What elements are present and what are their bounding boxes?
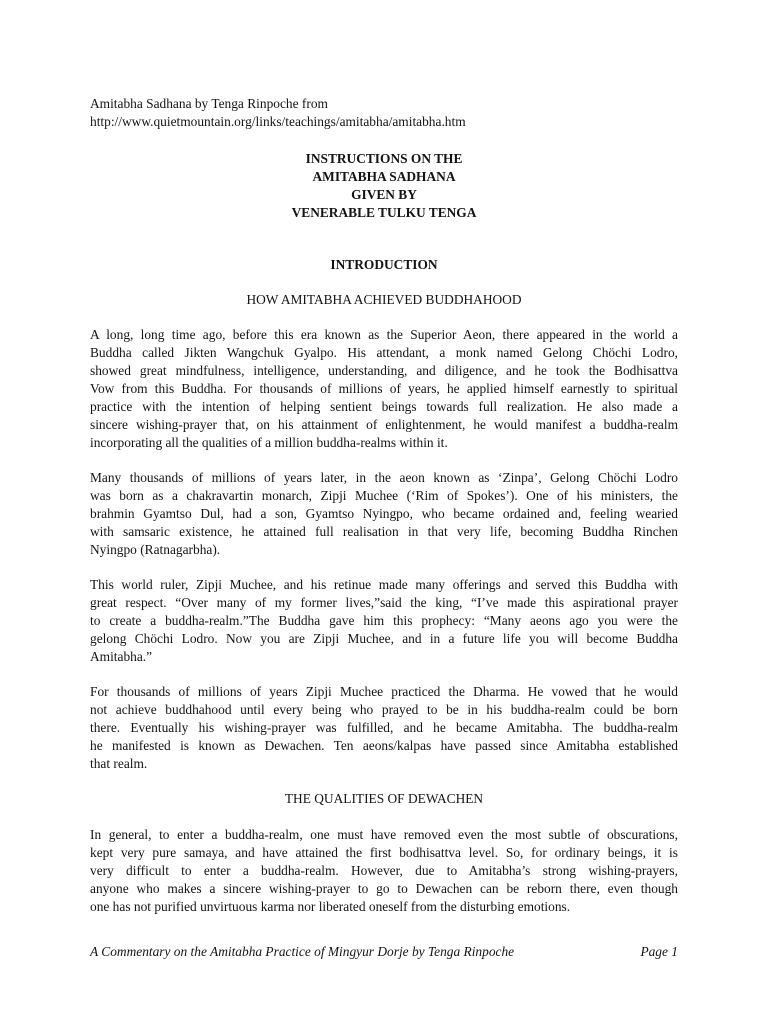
title-line-2: AMITABHA SADHANA [312, 169, 456, 184]
paragraph-line: not achieve buddhahood until every being who prayed to be in his buddha-realm could be born [90, 702, 678, 717]
paragraph-line: Buddha called Jikten Wangchuk Gyalpo. His attendant, a monk named Gelong Chöchi Lodro, [90, 345, 678, 360]
paragraph-4 [90, 683, 678, 773]
paragraph-line: incorporating all the qualities of a million buddha-realms within it. [90, 435, 448, 450]
paragraph-line: This world ruler, Zipji Muchee, and his retinue made many offerings and served this Buddha with [90, 577, 678, 592]
paragraph-line: showed great mindfulness, intelligence, understanding, and diligence, and he took the Bodhisattva [90, 363, 678, 378]
source-citation [90, 95, 466, 131]
paragraph-1 [90, 326, 678, 452]
introduction-heading: INTRODUCTION [330, 257, 438, 272]
footer-title: A Commentary on the Amitabha Practice of Mingyur Dorje by Tenga Rinpoche [90, 944, 515, 959]
paragraph-line: was born as a chakravartin monarch, Zipji Muchee (‘Rim of Spokes’). One of his ministers, the [90, 488, 678, 503]
paragraph-line: Nyingpo (Ratnagarbha). [90, 542, 221, 557]
document-title [0, 150, 768, 222]
paragraph-3 [90, 576, 678, 666]
paragraph-line: great respect. “Over many of my former lives,”said the king, “I’ve made this aspirational prayer [90, 595, 678, 610]
paragraph-line: he manifested is known as Dewachen. Ten aeons/kalpas have passed since Amitabha established [90, 738, 678, 753]
title-line-1: INSTRUCTIONS ON THE [305, 151, 463, 166]
paragraph-line: gelong Chöchi Lodro. Now you are Zipji Muchee, and in a future life you will become Buddha [90, 631, 678, 646]
paragraph-line: there. Eventually his wishing-prayer was fulfilled, and he became Amitabha. The buddha-realm [90, 720, 678, 735]
paragraph-line: anyone who makes a sincere wishing-prayer to go to Dewachen can be reborn there, even though [90, 881, 678, 896]
paragraph-line: sincere wishing-prayer that, on his attainment of enlightenment, he would manifest a buddha-realm [90, 417, 678, 432]
title-line-3: GIVEN BY [351, 187, 417, 202]
paragraph-line: with samsaric existence, he attained full realisation in that very life, becoming Buddha Rinchen [90, 524, 678, 539]
paragraph-line: For thousands of millions of years Zipji Muchee practiced the Dharma. He vowed that he would [90, 684, 678, 699]
page-footer [90, 943, 678, 961]
paragraph-line: one has not purified unvirtuous karma nor liberated oneself from the disturbing emotions. [90, 899, 571, 914]
section-heading-buddhahood: HOW AMITABHA ACHIEVED BUDDHAHOOD [246, 292, 522, 307]
paragraph-line: Vow from this Buddha. For thousands of millions of years, he applied himself earnestly to spiritual [90, 381, 678, 396]
paragraph-line: very difficult to enter a buddha-realm. However, due to Amitabha’s strong wishing-prayers, [90, 863, 678, 878]
paragraph-2 [90, 469, 678, 559]
paragraph-line: brahmin Gyamtso Dul, had a son, Gyamtso Nyingpo, who became ordained and, feeling wearied [90, 506, 678, 521]
source-url: http://www.quietmountain.org/links/teachings/amitabha/amitabha.htm [90, 114, 466, 129]
page-number: Page 1 [640, 944, 678, 959]
title-line-4: VENERABLE TULKU TENGA [291, 205, 477, 220]
paragraph-line: practice with the intention of helping sentient beings towards full realization. He also made a [90, 399, 678, 414]
paragraph-5 [90, 826, 678, 916]
paragraph-line: Many thousands of millions of years later, in the aeon known as ‘Zinpa’, Gelong Chöchi Lodro [90, 470, 678, 485]
source-attribution: Amitabha Sadhana by Tenga Rinpoche from [90, 96, 328, 111]
paragraph-line: that realm. [90, 756, 148, 771]
section-heading-dewachen: THE QUALITIES OF DEWACHEN [284, 791, 484, 806]
paragraph-line: kept very pure samaya, and have attained the first bodhisattva level. So, for ordinary beings, it is [90, 845, 678, 860]
paragraph-line: A long, long time ago, before this era known as the Superior Aeon, there appeared in the world a [90, 327, 678, 342]
paragraph-line: Amitabha.” [90, 649, 153, 664]
paragraph-line: In general, to enter a buddha-realm, one must have removed even the most subtle of obscurations, [90, 827, 678, 842]
paragraph-line: to create a buddha-realm.”The Buddha gave him this prophecy: “Many aeons ago you were the [90, 613, 678, 628]
